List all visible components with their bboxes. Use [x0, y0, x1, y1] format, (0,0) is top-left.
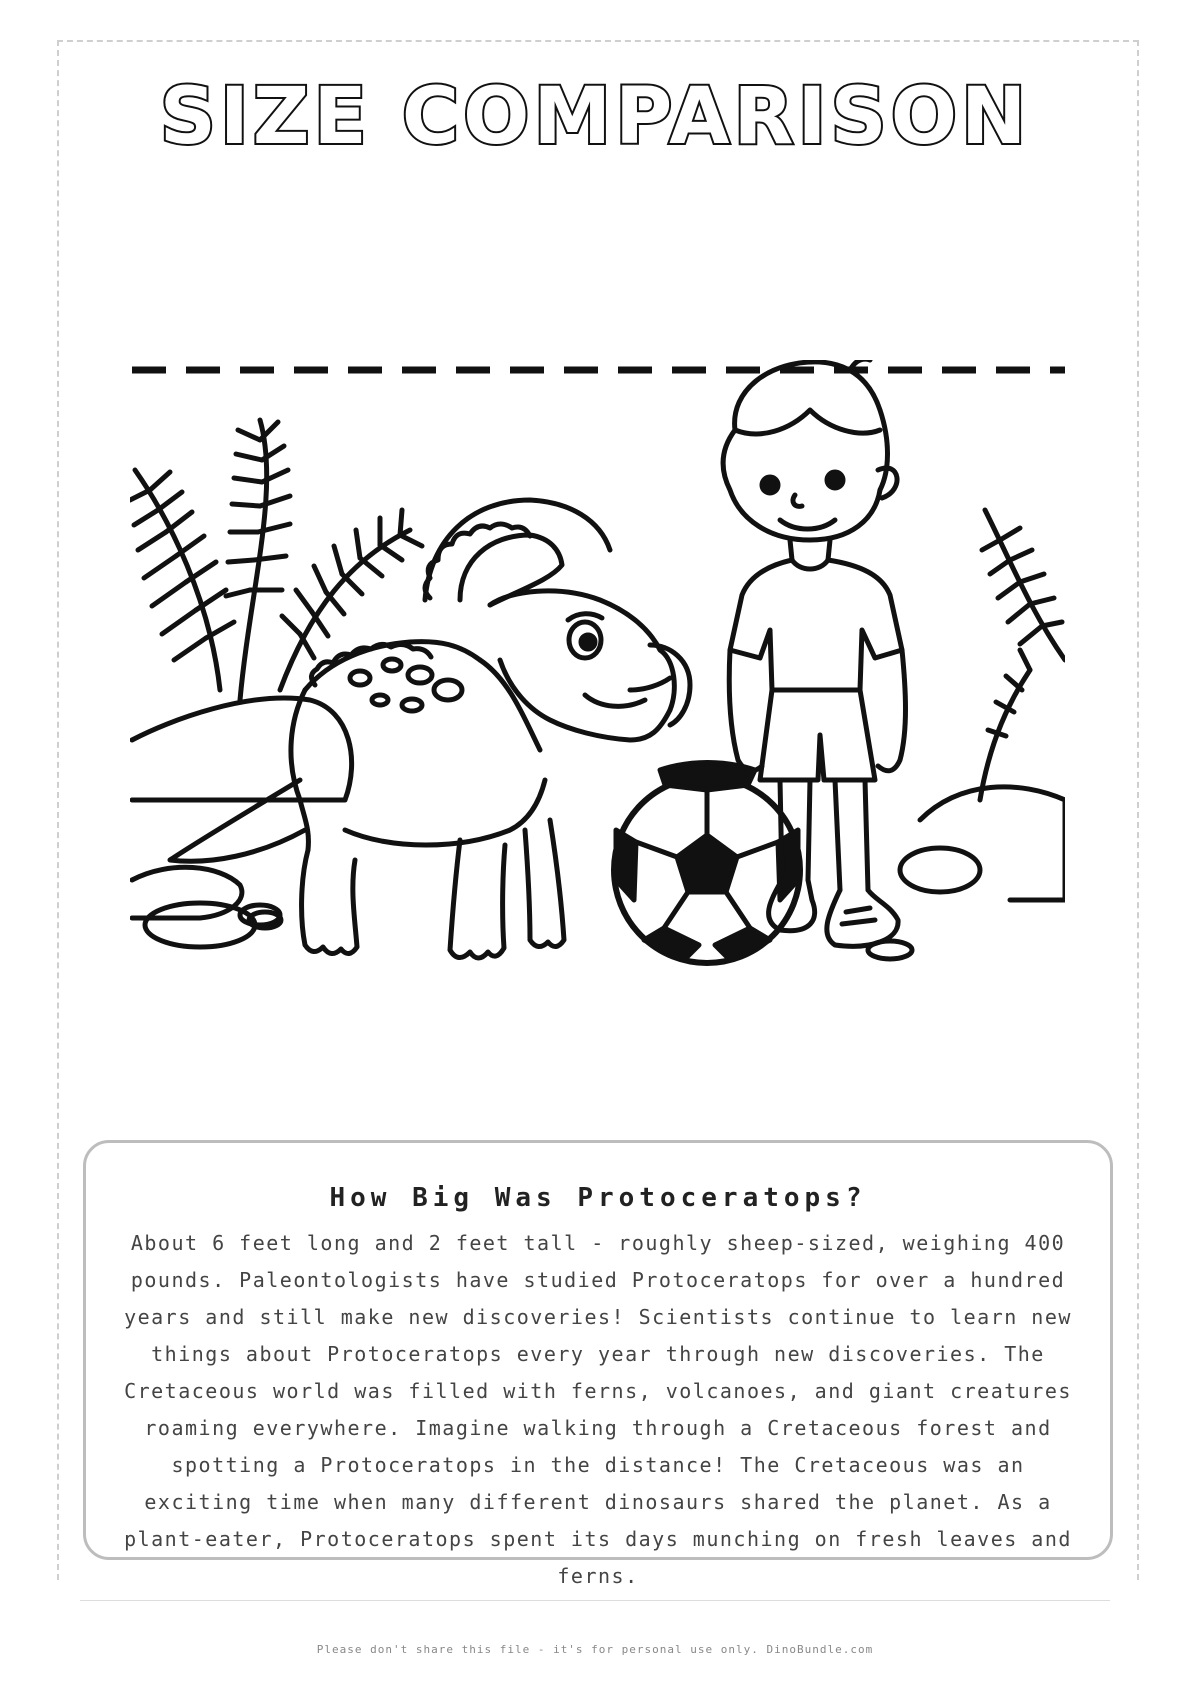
- fern-right-icon: [980, 510, 1065, 800]
- info-heading: How Big Was Protoceratops?: [329, 1183, 867, 1213]
- soccer-ball-icon: [614, 763, 800, 964]
- footer-notice: Please don't share this file - it's for personal use only. DinoBundle.com: [316, 1643, 874, 1656]
- size-comparison-illustration: [130, 360, 1065, 1050]
- info-box: [83, 1140, 1113, 1588]
- fern-left-icon: [130, 420, 422, 700]
- page-title: SIZE COMPARISON: [159, 72, 1031, 162]
- footer-divider: [80, 1600, 1110, 1601]
- info-body: About 6 feet long and 2 feet tall - roughly sheep-sized, weighing 400 pounds. Paleontologists have studied Protoceratops for over a hundred years and still make new discoveries! Scientists continue to learn new things about Protoceratops every year through new discoveries. The Cretaceous world was filled with ferns, volcanoes, and giant creatures roaming everywhere. Imagine walking through a Cretaceous forest and spotting a Protoceratops in the distance! The Cretaceous was an exciting time when many different dinosaurs shared the planet. As a plant-eater, Protoceratops spent its days munching on fresh leaves and ferns.: [124, 1231, 1072, 1588]
- boy-icon: [723, 360, 905, 946]
- protoceratops-icon: [170, 500, 690, 958]
